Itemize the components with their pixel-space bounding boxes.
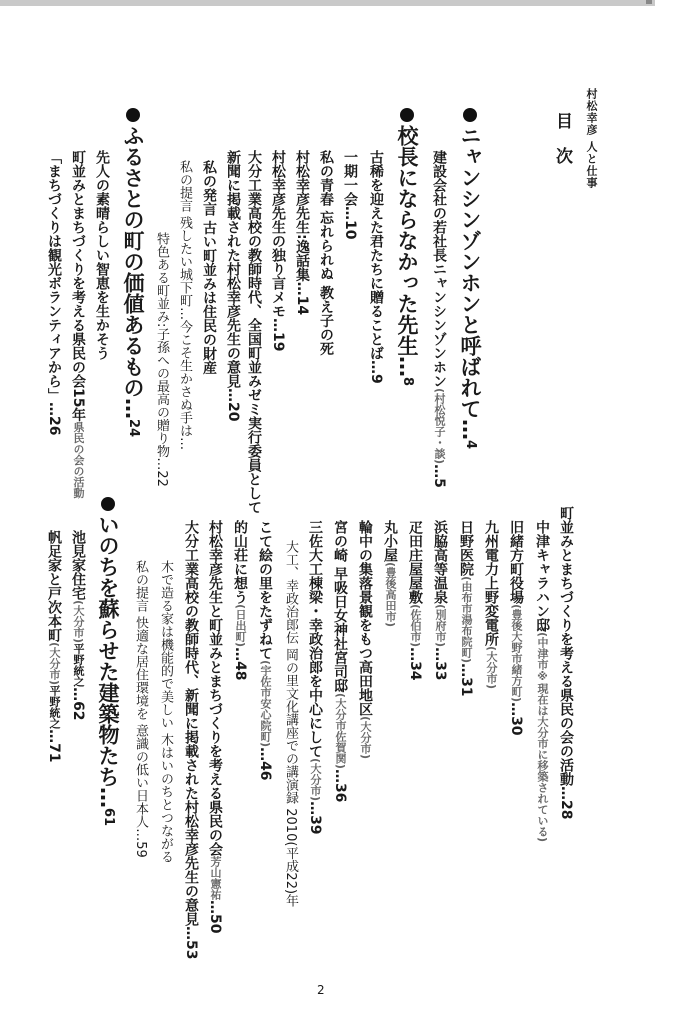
toc-entry[interactable]: 「まちづくりは観光ボランティアから」…26: [46, 150, 62, 436]
toc-title: 目 次: [552, 112, 572, 170]
toc-entry: 町並みとまちづくりを考える県民の会15年県民の会の活動: [70, 150, 86, 499]
toc-entry: 私の提言 残したい城下町…今こそ生かさぬ手は…: [177, 160, 192, 451]
toc-entry[interactable]: 建設会社の若社長ニャンシンゾンホン(村松悦子・談)…5: [431, 150, 447, 488]
chapter-2-title[interactable]: 校長にならなかった先生…8: [396, 108, 417, 386]
toc-entry[interactable]: 池見家住宅(大分市)平野統之…62: [70, 530, 86, 721]
bullet-icon: [400, 108, 414, 122]
page-number: 2: [317, 983, 325, 997]
toc-entry: 私の発言 古い町並みは住民の財産: [201, 160, 217, 375]
toc-entry[interactable]: 町並みとまちづくりを考える県民の会の活動…28: [558, 506, 574, 820]
toc-entry[interactable]: 的山荘に想う(日出町)…48: [232, 520, 248, 681]
toc-entry[interactable]: 特色ある町並み:子孫への最高の贈り物…22: [154, 232, 169, 487]
toc-entry: 輪中の集落景観をもつ高田地区(大分市): [357, 520, 373, 760]
toc-entry[interactable]: 村松幸彦先生:逸話集…14: [294, 150, 310, 316]
toc-entry[interactable]: 私の青春 忘れられぬ 教え子の死: [318, 150, 334, 356]
bullet-icon: [126, 108, 140, 122]
toc-entry[interactable]: 帆足家と戸次本町(大分市)平野統之…71: [46, 530, 62, 763]
toc-entry: 中津キャラハン邸(中津市※現在は大分市に移築されている): [534, 520, 550, 843]
toc-entry[interactable]: 疋田庄屋屋敷(佐伯市)…34: [407, 520, 423, 681]
toc-entry[interactable]: 浜脇高等温泉(別府市)…33: [432, 520, 448, 681]
toc-entry[interactable]: 新聞に掲載された村松幸彦先生の意見…20: [225, 150, 241, 422]
bullet-icon: [463, 108, 477, 122]
author-line: 村松幸彦 人と仕事: [585, 88, 598, 189]
chapter-4-title[interactable]: いのちを蘇らせた建築物たち…61: [97, 497, 118, 826]
toc-entry: 大工、幸政治郎伝 岡の里文化講座での講演録 2010(平成22)年: [283, 540, 298, 908]
scan-edge-mark: [646, 0, 652, 4]
toc-entry[interactable]: 村松幸彦先生と町並みとまちづくりを考える県民の会芳山憲祐…50: [207, 520, 223, 934]
chapter-3-title[interactable]: ふるさとの町の価値あるもの…24: [122, 108, 143, 437]
toc-entry: 先人の素晴らしい智恵を生かそう: [94, 150, 110, 360]
toc-entry: 大分工業高校の教師時代、全国町並みゼミ実行委員として: [246, 150, 262, 514]
chapter-1-title[interactable]: ニャンシンゾンホンと呼ばれて…4: [459, 108, 480, 449]
toc-entry[interactable]: こて絵の里をたずねて(宇佐市安心院町)…46: [257, 520, 273, 781]
toc-entry[interactable]: 古稀を迎えた君たちに贈ることば…9: [368, 150, 384, 384]
toc-entry[interactable]: 私の提言 快適な居住環境を 意識の低い日本人…59: [133, 560, 148, 858]
scan-edge: [0, 0, 655, 6]
toc-entry: 丸小屋(豊後高田市): [382, 520, 398, 628]
toc-entry: 九州電力上野変電所(大分市): [483, 520, 499, 690]
toc-entry[interactable]: 一期一会…10: [342, 150, 358, 240]
bullet-icon: [101, 497, 115, 511]
toc-entry[interactable]: 旧緒方町役場(豊後大野市緒方町)…30: [508, 520, 524, 736]
toc-entry: 木で造る家は機能的で美しい 木はいのちとつながる: [158, 560, 173, 864]
toc-entry[interactable]: 日野医院(由布市湯布院町)…31: [458, 520, 474, 697]
toc-entry[interactable]: 村松幸彦先生の独り言メモ…19: [270, 150, 286, 352]
toc-entry[interactable]: 三佐大工棟梁・幸政治郎を中心にして(大分市)…39: [307, 520, 323, 835]
toc-entry[interactable]: 宮の崎 早吸日女神社宮司邸(大分市佐賀関)…36: [332, 520, 348, 803]
toc-entry[interactable]: 大分工業高校の教師時代、新聞に掲載された村松幸彦先生の意見…53: [183, 520, 199, 960]
